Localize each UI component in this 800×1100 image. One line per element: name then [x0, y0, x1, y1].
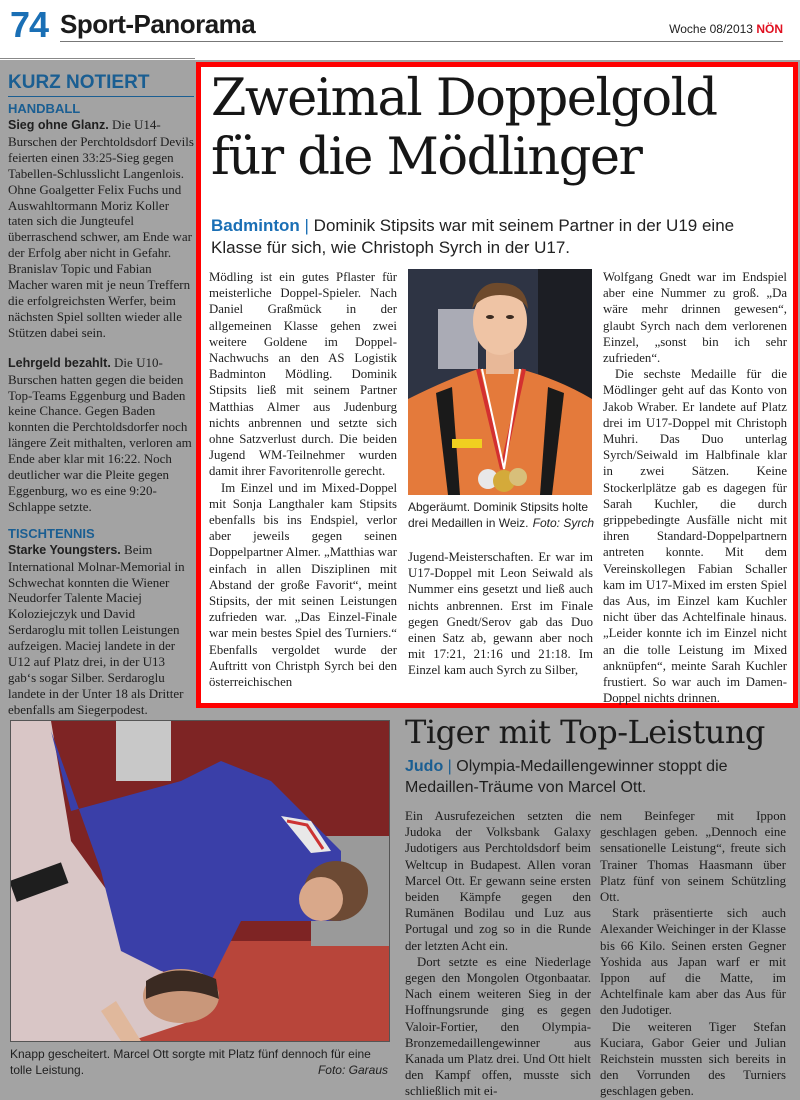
section-title: Sport-Panorama [60, 9, 256, 39]
photo-caption-judo [10, 1046, 388, 1078]
brief-lead: Lehrgeld bezahlt. [8, 355, 111, 370]
paragraph: Die weiteren Tiger Stefan Kuciara, Gabor Geier und Julian Reichstein mussten sich bereits in den Vorrunden des Turniers geschlagen geben. [600, 1019, 786, 1099]
paragraph: Ein Ausrufezeichen setzten die Judoka der Volksbank Galaxy Judotigers aus Perchtoldsdorf beim Weltcup in Budapest. Allen voran Marcel Ott. Er gewann seine ersten beiden Kämpfe gegen den Rumänen Bodilau und Luz aus Portugal und zog so in die Runde der letzten Acht ein. [405, 809, 591, 953]
brief-lead: Sieg ohne Glanz. [8, 118, 109, 132]
photo-stipsits [408, 269, 592, 495]
sidebar-rule [0, 58, 195, 59]
paragraph: Dort setzte es eine Niederlage gegen den Mongolen Otgonbaatar. Nach einem weiteren Sieg in der Hoffnungsrunde ging es gegen Valoir-Fortier, den Olympia-Bronzemedaillengewinner aus Kanada um Platz drei. Und Ott hielt den Kampf offen, musste sich schließlich mit ei- [405, 954, 591, 1099]
photo-credit: Foto: Garaus [317, 1063, 388, 1077]
paragraph: Im Einzel und im Mixed-Doppel mit Sonja Langthaler kam Stipsits ebenfalls bis ins Endspiel, verlor aber jeweils gegen seinen Doppelpartner Almer. „Matthias war einfach in allen Disziplinen mit Abstand der große Favorit“, meint Stipsits, der mit seinen Leistungen zufrieden war. „Das Einzel-Finale war mein bestes Spiel des Turniers.“ Ebenfalls vergoldet wurde der Auftritt von Christph Syrch bei den österreichischen [209, 480, 397, 690]
header-rule [60, 41, 783, 42]
photo-stipsits-illustration [408, 269, 592, 495]
kurz-notiert-column [8, 72, 194, 728]
brief-text: Die U10-Burschen hatten gegen die beiden Top-Teams Eggenburg und Baden keine Chance. Gegen Baden konnten die Perchtoldsdorfer noch längere Zeit mithalten, verloren am Ende aber klar mit 16:22. Noch deutlicher war die Pleite gegen Eggenburg, wo es eine 9:20-Schlappe setzte. [8, 354, 192, 514]
caption-text: Knapp gescheitert. Marcel Ott sorgte mit Platz fünf dennoch für eine tolle Leistung. [10, 1047, 371, 1077]
judo-column-2 [600, 808, 786, 1100]
issue-label [669, 22, 783, 36]
brand-logo: NÖN [756, 22, 783, 36]
brief-text: Beim International Molnar-Memorial in Schwechat konnten die Wiener Neudorfer Talente Maciej Koloziejczyk und David Serdaroglu mit tollen Leistungen aufzeigen. Maciej landete in der U12 auf Platz drei, in der U13 gab‘s sogar Silber. Serdaroglu landete in der Unter 18 als Dritter ebenfalls am Siegerpodest. [8, 541, 185, 717]
article-column-1 [209, 269, 397, 690]
article-column-3 [603, 269, 787, 706]
caption-text: Abgeräumt. Dominik Stipsits holte drei Medaillen in Weiz. [408, 500, 589, 530]
photo-judo-illustration [11, 721, 389, 1041]
photo-judo [10, 720, 390, 1042]
headline-line-2: für die Mödlinger [211, 128, 642, 187]
article-column-2 [408, 549, 593, 679]
paragraph: Mödling ist ein gutes Pflaster für meisterliche Doppel-Spieler. Nach Daniel Graßmück in der allgemeinen Klasse gehen zwei weitere Goldene im Doppel-Nachwuchs an den AS Logistik Badminton Mödling. Dominik Stipsits ließ mit seinem Partner Matthias Almer aus Judenburg nichts anbrennen und setzte sich ohne Satzverlust durch. Die beiden Jugend WM-Teilnehmer wurden damit ihrer Favoritenrolle gerecht. [209, 270, 397, 479]
page-number: 74 [10, 4, 49, 45]
brief-item [8, 117, 194, 341]
headline-line-1: Zweimal Doppelgold [211, 69, 717, 128]
judo-subheadline [405, 756, 785, 798]
brief-item [8, 355, 194, 515]
paragraph: Wolfgang Gnedt war im Endspiel aber eine Nummer zu groß. „Da wäre mehr drinnen gewesen“, glaubt Syrch nach dem verlorenen Einzel, „sonst bin ich sehr zufrieden“. [603, 270, 787, 366]
category-handball: HANDBALL [8, 101, 81, 116]
article-subheadline [211, 215, 771, 259]
brief-lead: Starke Youngsters. [8, 542, 121, 557]
photo-caption [408, 499, 594, 531]
brief-item [8, 542, 194, 718]
paragraph: Die sechste Medaille für die Mödlinger geht auf das Konto von Jakob Wraber. Er landete auf Platz drei im U17-Doppel mit Christoph Muhri. Das Duo unterlag Syrch/Seiwald im Halbfinale klar in zwei Sätzen. Keine Stockerlplätze gab es dagegen für Sarah Kuchler, die durch grippebedingte Ausfälle nicht mit ihren Standard-Doppelpartnern antreten konnte. Mit dem Vereinskollegen Fabian Schaller kam im U17-Mixed im ersten Spiel das Aus, im Einzel kam Kuchler nicht über das Achtelfinale hinaus. „Leider konnte ich im Einzel nicht an die tolle Leistung im Mixed anknüpfen“, meinte Sarah Kuchler frustiert. So war auch im Damen-Doppel nichts drinnen. [603, 367, 787, 706]
paragraph: Jugend-Meisterschaften. Er war im U17-Doppel mit Leon Seiwald als Nummer eins gesetzt und ließ auch nichts anbrennen. Erst im Finale gegen Gnedt/Serov gab das Duo einen Satz ab, gewann aber noch mit 17:21, 21:16 und 21:18. Im Einzel kam auch Syrch zu Silber, [408, 550, 593, 678]
article-headline [211, 69, 717, 187]
subheadline-text: Olympia-Medaillengewinner stoppt die Medaillen-Träume von Marcel Ott. [405, 758, 728, 796]
issue-week: Woche 08/2013 [669, 22, 753, 36]
brief-text: Die U14-Burschen der Perchtoldsdorf Devils feierten einen 33:25-Sieg gegen Tabellen-Schlusslicht Langenlois. Ohne Goalgetter Felix Fuchs und Auswahltormann Moriz Koller taten sich die Jungteufel überraschend schwer, am Ende war der Erfolg aber nicht in Gefahr. Branislav Topic und Fabian Macher waren mit je neun Treffern die erfolgreichsten Werfer, beim nächsten Spiel sollten wieder alle Stützen dabei sein. [8, 117, 194, 340]
category-tischtennis: TISCHTENNIS [8, 525, 95, 541]
subheadline-text: Dominik Stipsits war mit seinem Partner in der U19 eine Klasse für sich, wie Christoph Syrch in der U17. [211, 216, 735, 257]
paragraph: Stark präsentierte sich auch Alexander Weichinger in der Klasse bis 66 Kilo. Seinen ersten Gegner Yoshida aus Japan warf er mit Ippon auf die Matte, im Achtelfinale kam aber das Aus für den Judotiger. [600, 906, 786, 1018]
kicker: Judo [405, 758, 444, 775]
kicker-separator: | [447, 758, 452, 775]
kicker: Badminton [211, 216, 300, 235]
kicker-separator: | [304, 216, 309, 235]
kurz-notiert-title: KURZ NOTIERT [8, 72, 194, 97]
page-header [0, 0, 800, 60]
paragraph: nem Beinfeger mit Ippon geschlagen geben. „Dennoch eine sensationelle Leistung“, freute sich Trainer Thomas Haasmann über Platz fünf von seinem Schützling Ott. [600, 809, 786, 905]
highlighted-article [196, 62, 798, 708]
judo-headline: Tiger mit Top-Leistung [405, 713, 765, 751]
photo-credit: Foto: Syrch [532, 516, 594, 530]
judo-column-1 [405, 808, 591, 1100]
